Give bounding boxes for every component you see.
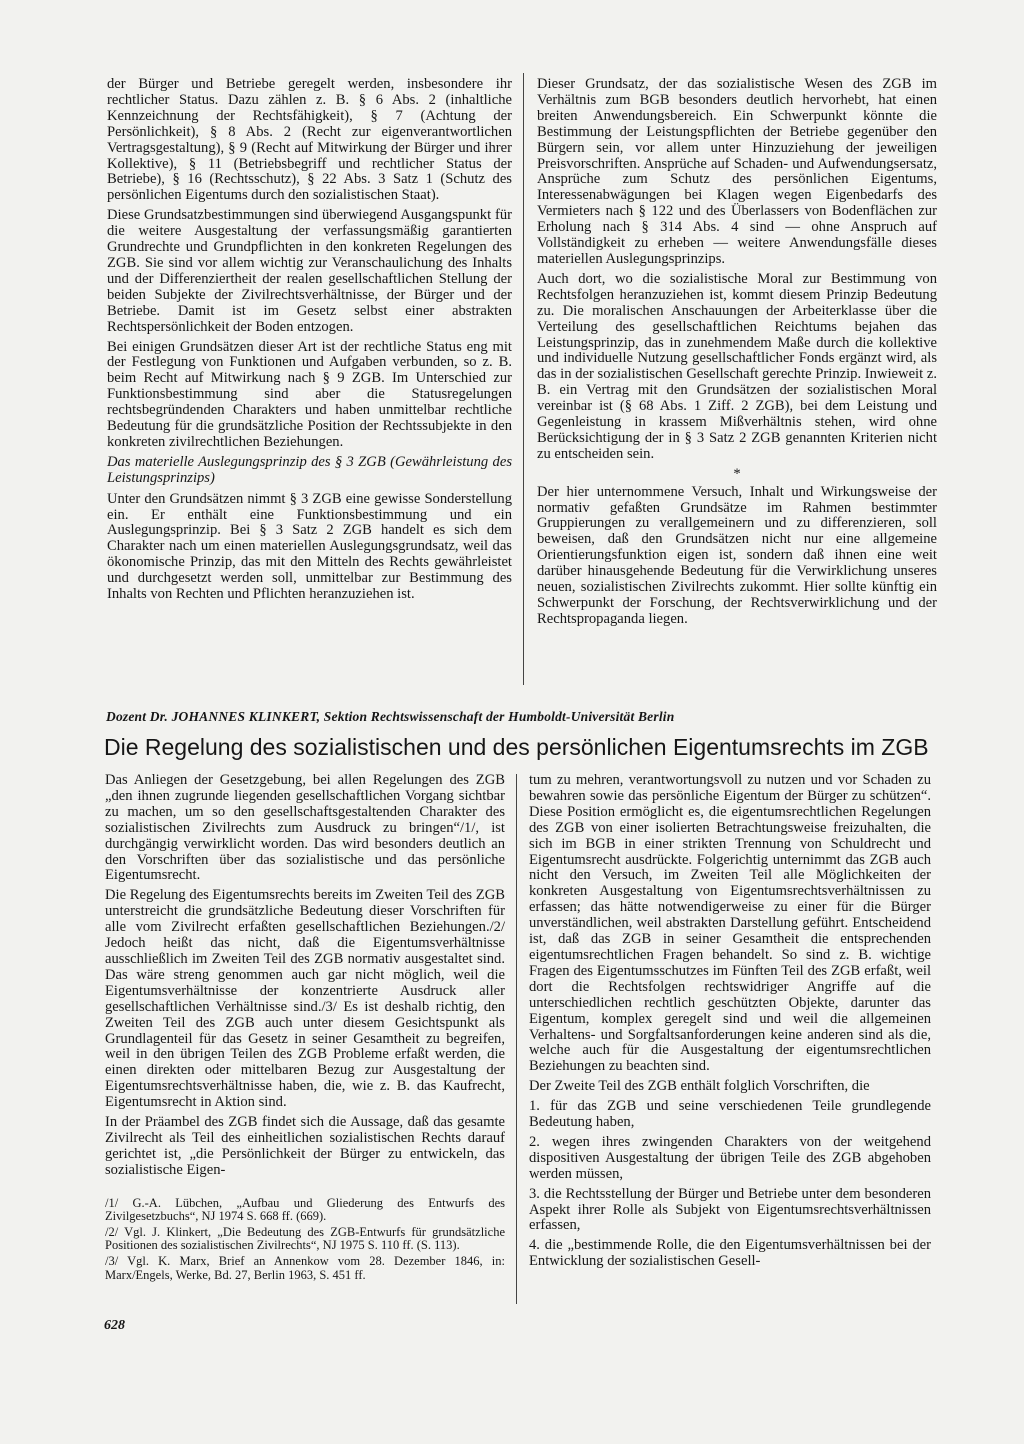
column-divider-top xyxy=(523,73,524,685)
footnote: /2/ Vgl. J. Klinkert, „Die Bedeutung des ZGB-Entwurfs für grundsätzliche Positionen des sozialistischen Zivilrechts“, NJ 1975 S. 110 ff. (S. 113). xyxy=(105,1224,505,1253)
paragraph: tum zu mehren, verantwortungsvoll zu nutzen und vor Schaden zu bewahren sowie das persönliche Eigentum der Bürger zu schützen“. Diese Position ermöglicht es, die eigentumsrechtlichen Regelungen des ZGB von einer isolierten Betrachtungsweise freizuhalten, die sich im BGB in einer strikten Trennung von Schuldrecht und Eigentumsrecht ausdrückte. Folgerichtig unternimmt das ZGB auch nicht den Versuch, im Zweiten Teil alle Möglichkeiten der konkreten Ausgestaltung von Eigentumsrechtsverhältnissen zu erfassen; das hätte notwendigerweise zu einer für die Bürger unverständlichen, weil abstrakten Darstellung geführt. Entscheidend ist, daß das ZGB in seiner Gesamtheit die entsprechenden eigentumsrechtlichen Fragen behandelt. So sind z. B. wichtige Fragen des Eigentumsschutzes im Fünften Teil des ZGB erfaßt, weil dort die Rechtsfolgen rechtswidriger Angriffe auf die unterschiedlichen rechtlich geschützten Objekte, darunter das Eigentum, komplex geregelt sind und weil die allgemeinen Verhaltens- und Sorgfaltsanforderungen keine anderen sind als die, welche auch für die Ausgestaltung der eigentumsrechtlichen Beziehungen zu beachten sind. xyxy=(529,772,931,1075)
top-right-column xyxy=(537,77,937,632)
footnote: /1/ G.-A. Lübchen, „Aufbau und Gliederung des Entwurfs des Zivilgesetzbuchs“, NJ 1974 S. 668 ff. (669). xyxy=(105,1195,505,1224)
paragraph: Der hier unternommene Versuch, Inhalt und Wirkungsweise der normativ gefaßten Grundsätze im Rahmen bestimmter Gruppierungen zu verallgemeinern und zu differenzieren, soll beweisen, daß den Grundsätzen nicht nur eine allgemeine Orientierungsfunktion eigen ist, sondern daß ihnen eine weit darüber hinausgehende Bedeutung für die Verwirklichung unseres neuen, sozialistischen Zivilrechts zukommt. Hier sollte künftig ein Schwerpunkt der Forschung, der Rechtsverwirklichung und der Rechtspropaganda liegen. xyxy=(537,483,937,627)
top-left-column xyxy=(107,77,512,607)
footnotes xyxy=(105,1197,505,1283)
paragraph: Der Zweite Teil des ZGB enthält folglich Vorschriften, die xyxy=(529,1078,870,1095)
article-author: Dozent Dr. JOHANNES KLINKERT, Sektion Rechtswissenschaft der Humboldt-Universität Berlin xyxy=(106,709,675,724)
article-left-column xyxy=(105,773,505,1284)
paragraph: Unter den Grundsätzen nimmt § 3 ZGB eine gewisse Sonderstellung ein. Er enthält eine Funktionsbestimmung und ein Auslegungsprinzip. Bei § 3 Satz 2 ZGB handelt es sich dem Charakter nach um einen materiellen Auslegungsgrundsatz, weil das ökonomische Prinzip, das mit den Mitteln des Rechts gewährleistet und durchgesetzt werden soll, unmittelbar zur Bestimmung des Inhalts von Rechten und Pflichten heranzuziehen ist. xyxy=(107,490,512,603)
paragraph: der Bürger und Betriebe geregelt werden, insbesondere ihr rechtlicher Status. Dazu zählen z. B. § 6 Abs. 2 (inhaltliche Kennzeichnung der Rechtsfähigkeit), § 7 (Achtung der Persönlichkeit), § 8 Abs. 2 (Recht zur eigenverantwortlichen Vertragsgestaltung), § 9 (Recht auf Mitwirkung der Bürger und ihrer Kollektive), § 11 (Betriebsbegriff und rechtlicher Status der Betriebe), § 16 (Rechtsschutz), § 22 Abs. 3 Satz 1 (Schutz des persönlichen Eigentums durch den sozialistischen Staat). xyxy=(107,76,512,204)
list-item: 3. die Rechtsstellung der Bürger und Betriebe unter dem besonderen Aspekt ihrer Rolle als Subjekt von Eigentumsrechtsverhältnissen erfassen, xyxy=(529,1185,931,1234)
paragraph: Auch dort, wo die sozialistische Moral zur Bestimmung von Rechtsfolgen heranzuziehen ist, kommt diesem Prinzip Bedeutung zu. Die moralischen Anschauungen der Arbeiterklasse über die Verteilung des gesellschaftlichen Reichtums bejahen das Leistungsprinzip, das in zunehmendem Maße durch die kollektive und individuelle Nutzung gesellschaftlicher Fonds ergänzt wird, als das in der sozialistischen Gesellschaft gerechte Prinzip. Inwieweit z. B. ein Vertrag mit den Grundsätzen der sozialistischen Moral vereinbar ist (§ 68 Abs. 1 Ziff. 2 ZGB), bei dem Leistung und Gegenleistung in krassem Mißverhältnis stehen, wird ohne Berücksichtigung der in § 3 Satz 2 ZGB genannten Kriterien nicht zu entscheiden sein. xyxy=(537,270,937,462)
paragraph: Bei einigen Grundsätzen dieser Art ist der rechtliche Status eng mit der Festlegung von Funktionen und Aufgaben verbunden, so z. B. beim Recht auf Mitwirkung nach § 9 ZGB. Im Unterschied zur Funktionsbestimmung sind aber die Statusregelungen rechtsbegründenden Charakters und haben unmittelbar rechtliche Bedeutung für die grundsätzliche Position der Rechtssubjekte in den konkreten zivilrechtlichen Beziehungen. xyxy=(107,338,512,450)
article-right-column xyxy=(529,773,931,1274)
section-separator: * xyxy=(733,465,741,482)
footnote: /3/ Vgl. K. Marx, Brief an Annenkow vom 28. Dezember 1846, in: Marx/Engels, Werke, Bd. 27, Berlin 1963, S. 451 ff. xyxy=(105,1254,505,1282)
list-item: 1. für das ZGB und seine verschiedenen Teile grundlegende Bedeutung haben, xyxy=(529,1098,931,1131)
paragraph: Diese Grundsatzbestimmungen sind überwiegend Ausgangspunkt für die weitere Ausgestaltung der verfassungsmäßig garantierten Grundrechte und Grundpflichten in den konkreten Regelungen des ZGB. Sie sind vor allem wichtig zur Veranschaulichung des Inhalts und der Differenziertheit der realen gesellschaftlichen Stellung der beiden Subjekte der Zivilrechtsverhältnisse, der Bürger und der Betriebe. Damit ist im Gesetz selbst einer abstrakten Rechtspersönlichkeit der Boden entzogen. xyxy=(107,207,512,335)
paragraph: Dieser Grundsatz, der das sozialistische Wesen des ZGB im Verhältnis zum BGB besonders deutlich hervorhebt, hat einen breiten Anwendungsbereich. Ein Schwerpunkt könnte die Bestimmung der Leistungspflichten der Betriebe gegenüber den Bürgern sein, vor allem unter Hinzuziehung der jeweiligen Preisvorschriften. Ansprüche auf Schaden- und Aufwendungsersatz, Ansprüche zum Schutz des persönlichen Eigentums, Interessenabwägungen bei Klagen wegen Eigenbedarfs des Vermieters nach § 122 und des Überlassers von Bodenflächen zur Erholung nach § 314 Abs. 4 sind — ohne Anspruch auf Vollständigkeit zu erheben — weitere Anwendungsfälle dieses materiellen Auslegungsprinzips. xyxy=(537,76,937,267)
list-item: 4. die „bestimmende Rolle, die den Eigentumsverhältnissen bei der Entwicklung der sozialistischen Gesell- xyxy=(529,1237,931,1270)
list-item: 2. wegen ihres zwingenden Charakters von der weitgehend dispositiven Ausgestaltung der übrigen Teile des ZGB abgehoben werden müssen, xyxy=(529,1133,931,1182)
column-divider-bottom xyxy=(516,774,517,1304)
section-subheading: Das materielle Auslegungsprinzip des § 3 ZGB (Gewährleistung des Leistungsprinzips) xyxy=(107,453,512,486)
page-number: 628 xyxy=(104,1318,125,1333)
article-title: Die Regelung des sozialistischen und des persönlichen Eigentumsrechts im ZGB xyxy=(104,734,929,760)
provision-list xyxy=(529,1099,931,1270)
paragraph: In der Präambel des ZGB findet sich die Aussage, daß das gesamte Zivilrecht als Teil des einheitlichen sozialistischen Rechts darauf gerichtet ist, „die Persönlichkeit der Bürger zu entwickeln, das sozialistische Eigen- xyxy=(105,1114,505,1178)
paragraph: Das Anliegen der Gesetzgebung, bei allen Regelungen des ZGB „den ihnen zugrunde liegenden gesellschaftlichen Vorgang sichtbar zu machen, um so den gesellschaftsgestaltenden Charakter des sozialistischen Zivilrechts zum Ausdruck zu bringen“/1/, ist durchgängig verwirklicht worden. Das wird besonders deutlich an den Vorschriften über das sozialistische und das persönliche Eigentumsrecht. xyxy=(105,772,505,884)
paragraph: Die Regelung des Eigentumsrechts bereits im Zweiten Teil des ZGB unterstreicht die grundsätzliche Bedeutung dieser Vorschriften für alle vom Zivilrecht erfaßten gesellschaftlichen Beziehungen./2/ Jedoch heißt das nicht, daß die Eigentumsverhältnisse ausschließlich im Zweiten Teil des ZGB normativ ausgestaltet sind. Das wäre streng genommen auch gar nicht möglich, weil die Eigentumsverhältnisse der konzentrierte Ausdruck aller gesellschaftlichen Verhältnisse sind./3/ Es ist deshalb richtig, den Zweiten Teil des ZGB auch unter diesem Gesichtspunkt als Grundlagenteil für das Gesetz in seiner Gesamtheit zu begreifen, weil in den übrigen Teilen des ZGB Probleme erfaßt werden, die einen direkten oder mittelbaren Bezug zur Ausgestaltung der Eigentumsrechtsverhältnisse haben, die, wie z. B. das Kaufrecht, Eigentumsrecht in Aktion sind. xyxy=(105,887,505,1111)
